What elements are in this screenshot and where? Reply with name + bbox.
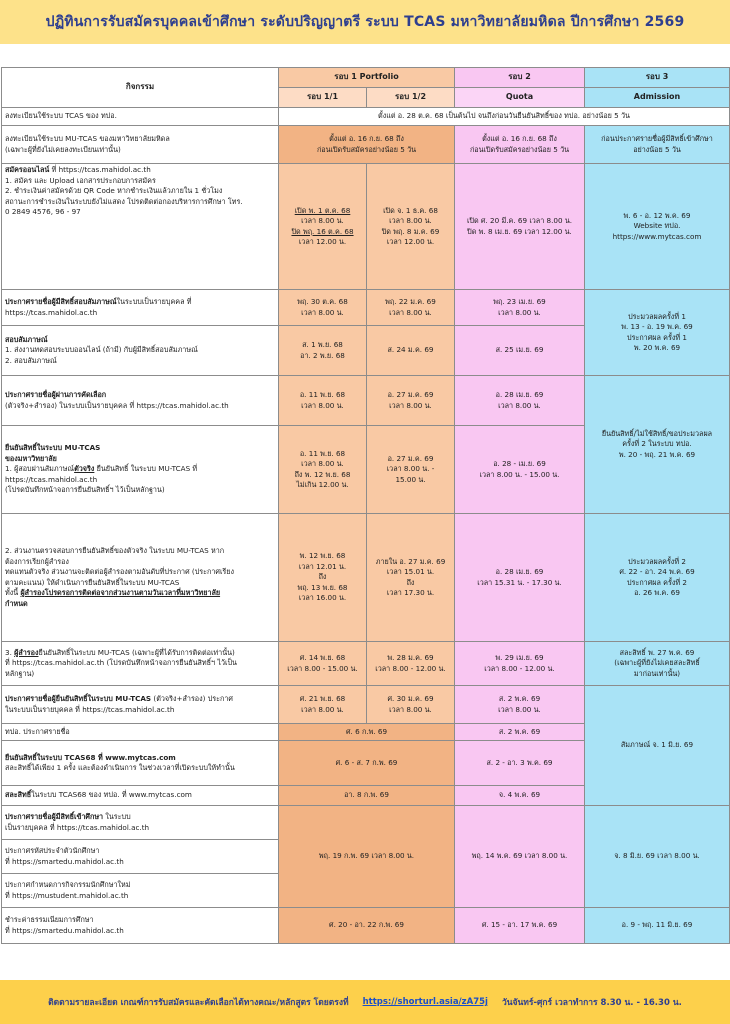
round3-cell <box>585 514 730 642</box>
round2-cell <box>455 290 585 326</box>
table-row <box>2 642 730 686</box>
date-text: เวลา 8.00 น. <box>301 216 344 225</box>
row-text: 2. สอบสัมภาษณ์ <box>5 355 57 365</box>
round1-cell: ศ. 6 - ส. 7 ก.พ. 69 <box>279 741 455 786</box>
row-label <box>2 164 279 290</box>
row-label <box>2 426 279 514</box>
row-text: 3. <box>5 647 15 657</box>
table-row <box>2 376 730 426</box>
round3-cell <box>585 126 730 164</box>
date-text: พ. 20 - พฤ. 21 พ.ค. 69 <box>618 449 696 459</box>
header-activity: กิจกรรม <box>2 68 279 108</box>
round2-cell <box>455 642 585 686</box>
row-text: สละสิทธิ์ได้เพียง 1 ครั้ง และต้องดำเนินการ ในช่วงเวลาที่เปิดระบบให้ทำนั้น <box>5 763 235 772</box>
date-text: เวลา 12.01 น. <box>298 561 347 571</box>
round1-2-cell <box>367 376 455 426</box>
date-text: เวลา 16.00 น. <box>298 593 347 603</box>
row-text: (ตัวจริง+สำรอง) ประกาศ <box>151 694 233 703</box>
round2-cell <box>455 514 585 642</box>
row-label <box>2 840 279 874</box>
header-round1-1: รอบ 1/1 <box>279 88 367 108</box>
date-text: ถึง <box>318 572 327 582</box>
date-text: ก่อนประกาศรายชื่อผู้มีสิทธิ์เข้าศึกษา <box>601 134 713 143</box>
row-label <box>2 806 279 840</box>
row-text: ยืนยันสิทธิ์ในระบบ MU-TCAS <box>5 443 101 453</box>
row-text: ที่ https://tcas.mahidol.ac.th (โปรดบันทึกหน้าจอการยืนยันสิทธิ์ฯ ไว้เป็น <box>5 658 237 668</box>
row-label <box>2 686 279 724</box>
table-row <box>2 806 730 840</box>
date-text: พฤ. 22 ม.ค. 69 <box>385 297 436 306</box>
row-text: https://tcas.mahidol.ac.th <box>5 474 98 484</box>
row-text: ยืนยันสิทธิ์ในระบบ MU-TCAS (เฉพาะผู้ที่ได้รับการติดต่อเท่านั้น) <box>38 647 235 657</box>
schedule-table <box>1 67 730 944</box>
round3-cell <box>585 290 730 376</box>
date-text: พ. 6 - อ. 12 พ.ค. 69 <box>623 210 691 220</box>
header-admission: Admission <box>585 88 730 108</box>
round1-cell: อา. 8 ก.พ. 69 <box>279 786 455 806</box>
row-text: ชำระค่าธรรมเนียมการศึกษา <box>5 915 94 924</box>
row-text: ตามคะแนน) ให้ดำเนินการยืนยันสิทธิ์ในระบบ MU-TCAS <box>5 577 180 587</box>
table-row <box>2 514 730 642</box>
footer-link[interactable]: https://shorturl.asia/zA75j <box>362 997 488 1007</box>
page-title: ปฏิทินการรับสมัครบุคคลเข้าศึกษา ระดับปริญญาตรี ระบบ TCAS มหาวิทยาลัยมหิดล ปีการศึกษา 2569 <box>45 14 685 30</box>
row-date: ตั้งแต่ อ. 28 ต.ค. 68 เป็นต้นไป จนถึงก่อนวันยืนยันสิทธิ์ของ ทปอ. อย่างน้อย 5 วัน <box>279 108 730 126</box>
date-text: ประกาศผล ครั้งที่ 1 <box>627 332 687 342</box>
row-label <box>2 786 279 806</box>
date-text: อ. 28 - เม.ย. 69 <box>493 459 546 468</box>
row-text <box>5 297 275 308</box>
date-text: สละสิทธิ์ พ. 27 พ.ค. 69 <box>619 647 695 657</box>
date-text: 15.00 น. <box>395 474 426 484</box>
table-row <box>2 908 730 944</box>
date-text: อ. 27 ม.ค. 69 <box>387 390 434 399</box>
row-text: สละสิทธิ์ <box>5 790 32 800</box>
row-text: กำหนด <box>5 598 28 608</box>
round2-cell: ส. 2 พ.ค. 69 <box>455 724 585 741</box>
round1-cell: ศ. 20 - อา. 22 ก.พ. 69 <box>279 908 455 944</box>
date-text: เวลา 8.00 น. - 15.00 น. <box>479 469 560 479</box>
date-text: ปิด พ. 8 เม.ย. 69 เวลา 12.00 น. <box>467 226 572 236</box>
round1-2-cell <box>367 426 455 514</box>
row-text: 1. ส่งงานทดสอบระบบออนไลน์ (ถ้ามี) กับผู้มีสิทธิ์สอบสัมภาษณ์ <box>5 345 198 355</box>
date-text: พ. 28 ม.ค. 69 <box>387 653 434 662</box>
round2-cell: จ. 4 พ.ค. 69 <box>455 786 585 806</box>
date-text: เวลา 17.30 น. <box>386 588 435 597</box>
table-row <box>2 290 730 326</box>
round3-cell <box>585 376 730 514</box>
date-text: พ. 13 - อ. 19 พ.ค. 69 <box>621 322 693 331</box>
row-text: ในระบบเป็นรายบุคคล ที่ <box>116 297 192 306</box>
round1-1-cell <box>279 290 367 326</box>
date-text: https://www.mytcas.com <box>612 231 702 241</box>
row-text: ที่ https://tcas.mahidol.ac.th <box>49 165 151 174</box>
date-text: เวลา 8.00 - 12.00 น. <box>484 663 555 673</box>
date-text: ภายใน อ. 27 ม.ค. 69 <box>375 556 446 566</box>
row-text: ยืนยันสิทธิ์ ในระบบ MU-TCAS ที่ <box>94 464 198 474</box>
date-text: ส. 1 พ.ย. 68 <box>302 340 343 349</box>
round1-1-cell <box>279 164 367 290</box>
row-label <box>2 741 279 786</box>
date-text: อย่างน้อย 5 วัน <box>633 144 681 154</box>
date-text: เปิด จ. 1 ธ.ค. 68 <box>383 205 438 215</box>
title-banner <box>0 0 730 44</box>
row-text <box>5 588 275 599</box>
header-round1: รอบ 1 Portfolio <box>279 68 455 88</box>
row-text: ในระบบเป็นรายบุคคล ที่ https://tcas.mahidol.ac.th <box>5 704 175 714</box>
date-text: เวลา 8.00 น. <box>301 704 344 714</box>
row-text: ที่ https://smartedu.mahidol.ac.th <box>5 925 124 935</box>
row-text: ผู้สำรองโปรดรอการติดต่อจากส่วนงานตามวันเวลาที่มหาวิทยาลัย <box>20 588 221 597</box>
date-text: เวลา 8.00 น. <box>498 400 541 410</box>
footer-text: ติดตามรายละเอียด เกณฑ์การรับสมัครและคัดเลือกได้ทางคณะ/หลักสูตร โดยตรงที่ <box>48 998 349 1008</box>
date-text: Website ทปอ. <box>633 221 681 231</box>
date-text: เวลา 8.00 น. <box>301 459 344 468</box>
date-text: อ. 11 พ.ย. 68 <box>299 390 346 399</box>
date-text: เวลา 12.00 น. <box>386 237 435 246</box>
table-row <box>2 686 730 724</box>
row-text: เป็นรายบุคคล ที่ https://tcas.mahidol.ac.th <box>5 822 150 832</box>
row-label: ทปอ. ประกาศรายชื่อ <box>2 724 279 741</box>
header-round3: รอบ 3 <box>585 68 730 88</box>
round2-cell: ส. 25 เม.ย. 69 <box>455 326 585 376</box>
round1-cell: ศ. 6 ก.พ. 69 <box>279 724 455 741</box>
round3-cell: อ. 9 - พฤ. 11 มิ.ย. 69 <box>585 908 730 944</box>
date-text: ถึง พ. 12 พ.ย. 68 <box>294 469 351 479</box>
header-round2: รอบ 2 <box>455 68 585 88</box>
date-text: ศ. 30 ม.ค. 69 <box>387 694 434 703</box>
row-text: ประกาศรายชื่อผู้มีสิทธิ์สอบสัมภาษณ์ <box>5 297 117 306</box>
row-text: ประกาศกำหนดการกิจกรรมนักศึกษาใหม่ <box>5 880 131 889</box>
row-text: 1. ผู้สอบผ่านสัมภาษณ์ <box>5 464 75 474</box>
date-text: ก่อนเปิดรับสมัครอย่างน้อย 5 วัน <box>316 144 417 154</box>
date-text: เวลา 15.01 น. <box>386 567 435 576</box>
round1-1-cell <box>279 326 367 376</box>
date-text: ปิด พฤ. 16 ต.ค. 68 <box>291 226 354 236</box>
date-text: อา. 2 พ.ย. 68 <box>300 350 345 360</box>
row-label: ลงทะเบียนใช้ระบบ TCAS ของ ทปอ. <box>2 108 279 126</box>
round1-2-cell <box>367 686 455 724</box>
row-text: ทดแทนตัวจริง ส่วนงานจะติดต่อผู้สำรองตามอันดับที่ประกาศ (ประกาศเรียง <box>5 567 234 576</box>
date-text: ประมวลผลครั้งที่ 2 <box>628 556 686 566</box>
round1-cell <box>279 126 455 164</box>
row-text: ตัวจริง <box>74 464 95 474</box>
date-text: ยืนยันสิทธิ์/ไม่ใช้สิทธิ์/ขอประมวลผล <box>601 428 713 438</box>
row-label <box>2 514 279 642</box>
date-text: ถึง <box>406 577 415 587</box>
date-text: มาก่อนเท่านั้น) <box>633 668 681 678</box>
date-text: อ. 28 เม.ย. 69 <box>495 390 544 399</box>
date-text: ศ. 21 พ.ย. 68 <box>299 694 346 703</box>
date-text: อ. 28 เม.ย. 69 <box>495 567 544 576</box>
date-text: เปิด พ. 1 ต.ค. 68 <box>294 205 351 215</box>
date-text: อ. 11 พ.ย. 68 <box>299 448 346 458</box>
row-text: ในระบบ <box>103 812 131 821</box>
row-text: ประกาศรายชื่อผู้ยืนยันสิทธิ์ในระบบ MU-TCAS <box>5 694 152 703</box>
row-text: ประกาศรายชื่อผู้ผ่านการคัดเลือก <box>5 390 107 399</box>
round1-2-cell <box>367 164 455 290</box>
date-text: (เฉพาะผู้ที่ยังไม่เคยสละสิทธิ์ <box>614 658 700 668</box>
round1-2-cell: ส. 24 ม.ค. 69 <box>367 326 455 376</box>
row-label <box>2 376 279 426</box>
row-text: ต้องการเรียกผู้สำรอง <box>5 556 69 566</box>
round1-2-cell <box>367 290 455 326</box>
date-text: ศ. 22 - อา. 24 พ.ค. 69 <box>619 567 695 576</box>
row-text: (เฉพาะผู้ที่ยังไม่เคยลงทะเบียนเท่านั้น) <box>5 144 121 154</box>
round2-cell: ศ. 15 - อา. 17 พ.ค. 69 <box>455 908 585 944</box>
round1-1-cell <box>279 514 367 642</box>
row-text: ประกาศรายชื่อผู้มีสิทธิ์เข้าศึกษา <box>5 812 104 821</box>
round1-cell: พฤ. 19 ก.พ. 69 เวลา 8.00 น. <box>279 806 455 908</box>
row-text: ที่ https://smartedu.mahidol.ac.th <box>5 856 124 866</box>
round3-cell <box>585 642 730 686</box>
date-text: พ. 20 พ.ค. 69 <box>633 343 681 352</box>
date-text: เวลา 15.31 น. - 17.30 น. <box>477 577 562 587</box>
row-text <box>5 165 275 176</box>
round2-cell <box>455 426 585 514</box>
row-text: ของมหาวิทยาลัย <box>5 453 57 463</box>
date-text: ก่อนเปิดรับสมัครอย่างน้อย 5 วัน <box>469 144 570 154</box>
round2-cell: พฤ. 14 พ.ค. 69 เวลา 8.00 น. <box>455 806 585 908</box>
round1-2-cell <box>367 642 455 686</box>
date-text: อ. 26 พ.ค. 69 <box>634 588 680 597</box>
row-label <box>2 908 279 944</box>
date-text: ปิด พฤ. 8 ม.ค. 69 <box>381 226 440 236</box>
date-text: ประมวลผลครั้งที่ 1 <box>628 311 686 321</box>
row-text: ผู้สำรอง <box>14 647 39 657</box>
round1-2-cell <box>367 514 455 642</box>
row-text: 2. ชำระเงินค่าสมัครด้วย QR Code หากชำระเงินแล้วภายใน 1 ชั่วโมง <box>5 186 223 195</box>
date-text: พฤ. 30 ต.ค. 68 <box>297 297 348 306</box>
row-text: 0 2849 4576, 96 - 97 <box>5 207 81 216</box>
date-text: พ. 29 เม.ย. 69 <box>495 653 544 662</box>
row-label <box>2 874 279 908</box>
row-text: 2. ส่วนงานตรวจสอบการยืนยันสิทธิ์ของตัวจริง ในระบบ MU-TCAS หาก <box>5 546 225 555</box>
row-text: สอบสัมภาษณ์ <box>5 334 48 344</box>
row-text: สถานะการชำระเงินในระบบยังไม่แสดง โปรดติดต่อกองบริหารการศึกษา โทร. <box>5 196 243 206</box>
row-label <box>2 642 279 686</box>
date-text: พ. 12 พ.ย. 68 <box>299 551 346 561</box>
date-text: เวลา 8.00 น. <box>498 704 541 714</box>
row-text: สมัครออนไลน์ <box>5 165 50 174</box>
date-text: เวลา 8.00 น. <box>389 307 432 317</box>
row-text: ยืนยันสิทธิ์ในระบบ TCAS68 ที่ www.mytcas.com <box>5 752 176 762</box>
date-text: พฤ. 23 เม.ย. 69 <box>493 297 546 306</box>
date-text: เวลา 8.00 - 12.00 น. <box>375 663 446 673</box>
row-text <box>5 648 275 659</box>
date-text: ส. 2 พ.ค. 69 <box>498 694 541 703</box>
date-text: เวลา 8.00 น. <box>389 216 432 225</box>
date-text: ตั้งแต่ อ. 16 ก.ย. 68 ถึง <box>482 134 557 143</box>
row-label <box>2 326 279 376</box>
table-row <box>2 164 730 290</box>
date-text: ตั้งแต่ อ. 16 ก.ย. 68 ถึง <box>329 134 404 143</box>
header-quota: Quota <box>455 88 585 108</box>
row-text: หลักฐาน) <box>5 668 35 678</box>
date-text: เวลา 12.00 น. <box>298 237 347 246</box>
row-text <box>5 812 275 823</box>
row-label <box>2 290 279 326</box>
row-text: ประกาศรหัสประจำตัวนักศึกษา <box>5 846 100 855</box>
round1-1-cell <box>279 642 367 686</box>
row-text <box>5 464 275 475</box>
date-text: เวลา 8.00 น. <box>498 307 541 317</box>
round2-cell <box>455 126 585 164</box>
table-row <box>2 108 730 126</box>
row-text: ทั้งนี้ <box>5 588 21 597</box>
round1-1-cell <box>279 426 367 514</box>
row-text: (ตัวจริง+สำรอง) ในระบบเป็นรายบุคคล ที่ https://tcas.mahidol.ac.th <box>5 400 229 410</box>
table-row <box>2 126 730 164</box>
footer-hours: วันจันทร์-ศุกร์ เวลาทำการ 8.30 น. - 16.30 น. <box>501 998 682 1008</box>
date-text: พฤ. 13 พ.ย. 68 <box>297 582 348 592</box>
date-text: อ. 27 ม.ค. 69 <box>387 453 434 463</box>
date-text: ประกาศผล ครั้งที่ 2 <box>627 577 687 587</box>
header-round1-2: รอบ 1/2 <box>367 88 455 108</box>
date-text: ครั้งที่ 2 ในระบบ ทปอ. <box>622 439 692 449</box>
round3-cell: จ. 8 มิ.ย. 69 เวลา 8.00 น. <box>585 806 730 908</box>
date-text: เวลา 8.00 น. <box>389 704 432 714</box>
date-text: เปิด ศ. 20 มี.ค. 69 เวลา 8.00 น. <box>466 216 573 225</box>
round3-cell: สัมภาษณ์ จ. 1 มิ.ย. 69 <box>585 686 730 806</box>
date-text: เวลา 8.00 - 15.00 น. <box>287 663 358 673</box>
round2-cell <box>455 376 585 426</box>
date-text: ศ. 14 พ.ย. 68 <box>299 653 346 662</box>
row-text: https://tcas.mahidol.ac.th <box>5 307 98 317</box>
row-text <box>5 694 275 705</box>
row-text: 1. สมัคร และ Upload เอกสารประกอบการสมัคร <box>5 175 156 185</box>
round2-cell <box>455 164 585 290</box>
date-text: เวลา 8.00 น. - <box>386 464 435 474</box>
row-text: ในระบบ TCAS68 ของ ทปอ. ที่ www.mytcas.com <box>31 790 192 800</box>
round1-1-cell <box>279 376 367 426</box>
row-text: ลงทะเบียนใช้ระบบ MU-TCAS ของมหาวิทยาลัยมหิดล <box>5 134 170 143</box>
row-text: ที่ https://mustudent.mahidol.ac.th <box>5 890 129 900</box>
date-text: ไม่เกิน 12.00 น. <box>296 480 349 489</box>
footer-banner <box>0 980 730 1024</box>
date-text: เวลา 8.00 น. <box>389 400 432 410</box>
row-label <box>2 126 279 164</box>
date-text: เวลา 8.00 น. <box>301 307 344 317</box>
date-text: เวลา 8.00 น. <box>301 400 344 410</box>
round1-1-cell <box>279 686 367 724</box>
row-text: (โปรดบันทึกหน้าจอการยืนยันสิทธิ์ฯ ไว้เป็นหลักฐาน) <box>5 485 165 495</box>
round2-cell <box>455 686 585 724</box>
round2-cell: ส. 2 - อา. 3 พ.ค. 69 <box>455 741 585 786</box>
round3-cell <box>585 164 730 290</box>
